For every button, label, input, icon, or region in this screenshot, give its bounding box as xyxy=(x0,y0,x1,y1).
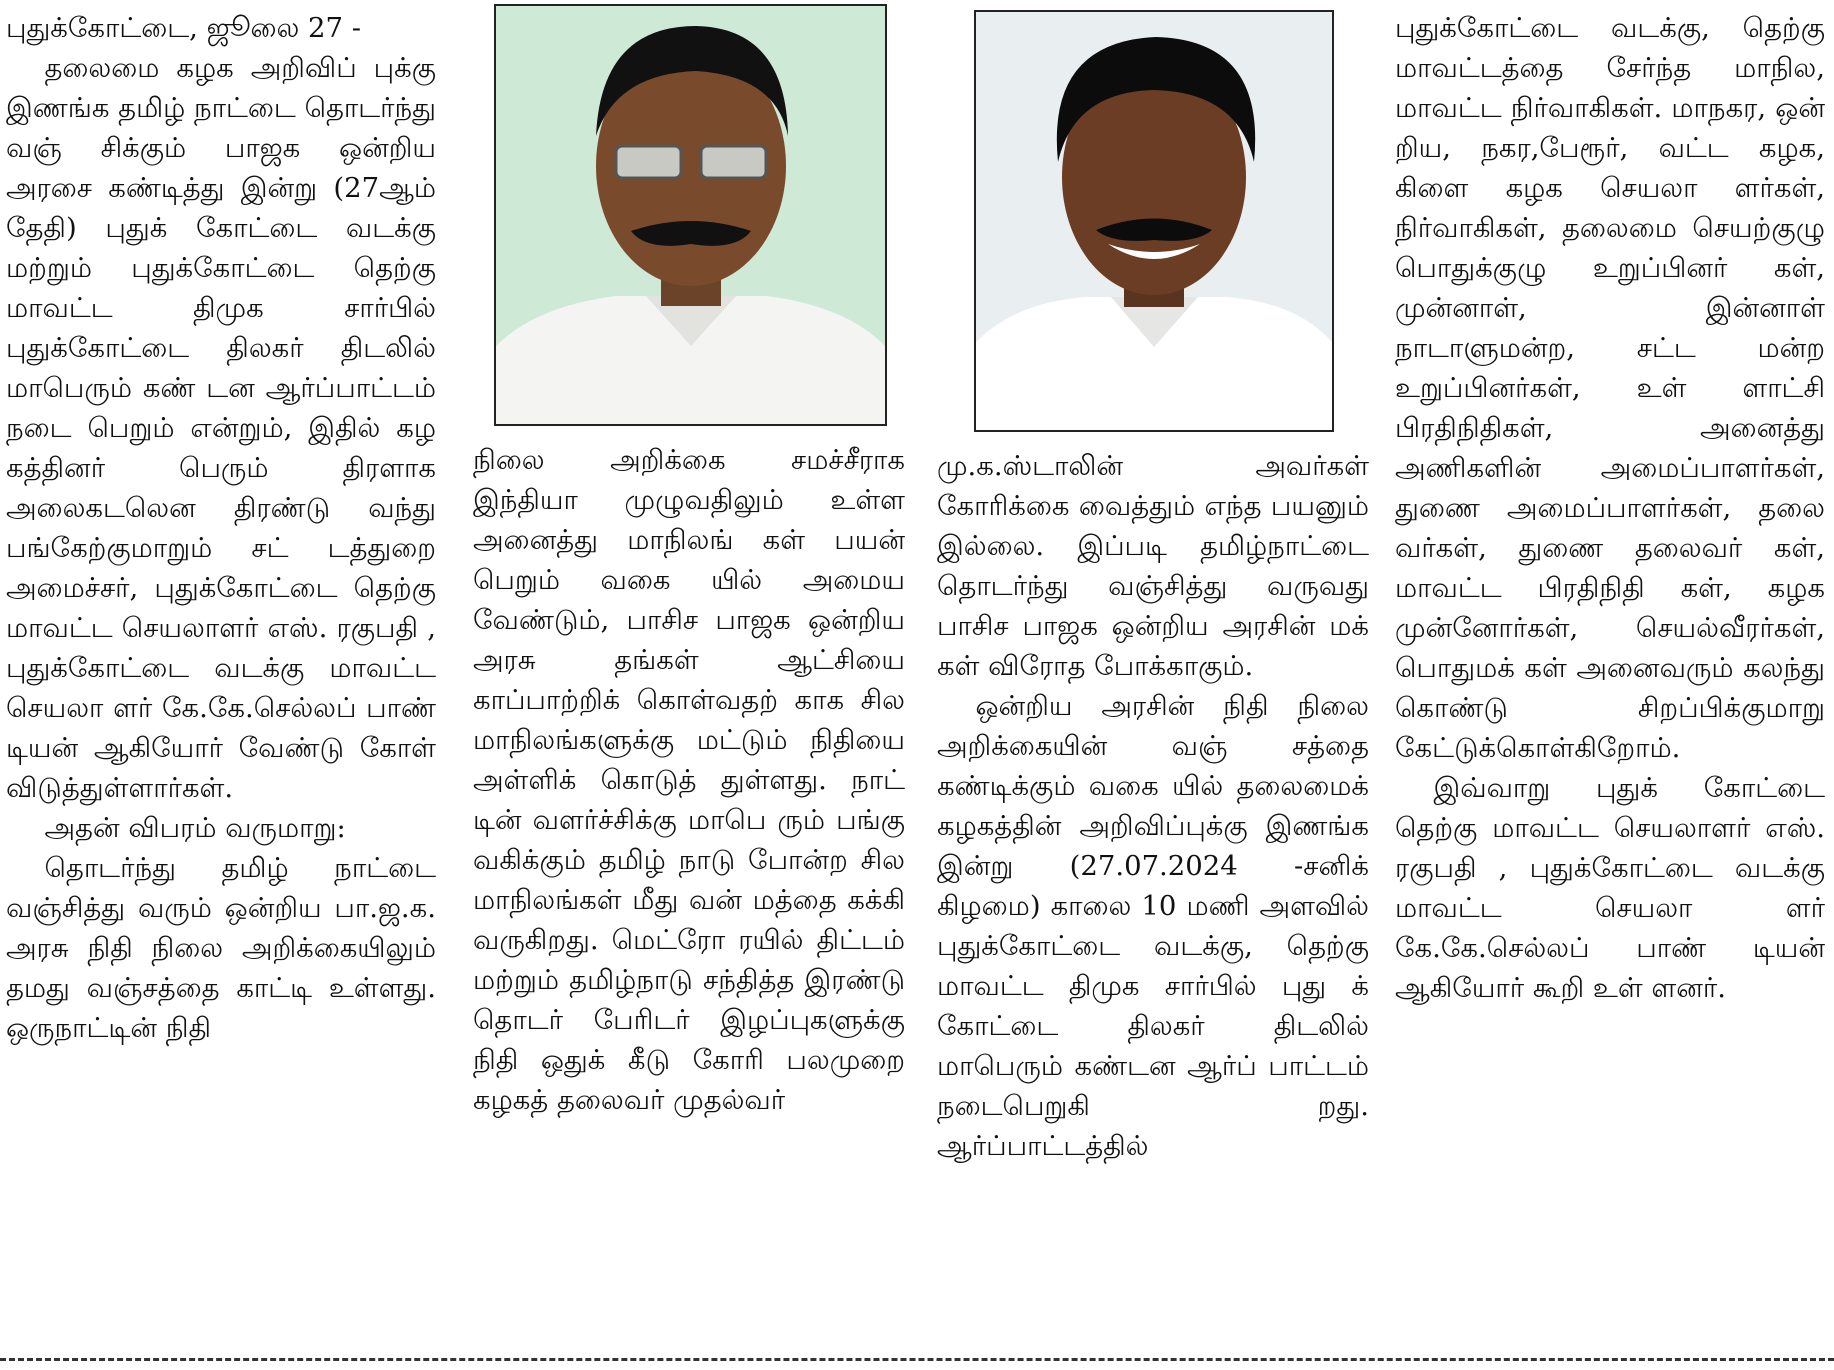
paragraph: மு.க.ஸ்டாலின் அவர்கள் கோரிக்கை வைத்தும் எந்த பயனும் இல்லை. இப்படி தமிழ்நாட்டை தொடர்ந்து வஞ்சித்து வருவது பாசிச பாஜக ஒன்றிய அரசின் மக் கள் விரோத போக்காகும். xyxy=(937,450,1369,682)
article-column-3 xyxy=(937,446,1369,1166)
portrait-photo-left xyxy=(494,4,887,426)
portrait-left-image xyxy=(496,6,885,424)
article-column-2 xyxy=(473,440,905,1120)
dashed-divider xyxy=(0,1358,1834,1361)
portrait-photo-right xyxy=(974,10,1334,432)
article-column-4 xyxy=(1395,8,1825,1008)
paragraph: ஒன்றிய அரசின் நிதி நிலை அறிக்கையின் வஞ் சத்தை கண்டிக்கும் வகை யில் தலைமைக் கழகத்தின் அறிவிப்புக்கு இணங்க இன்று (27.07.2024 -சனிக் கிழமை) காலை 10 மணி அளவில் புதுக்கோட்டை வடக்கு, தெற்கு மாவட்ட திமுக சார்பில் புது க் கோட்டை திலகர் திடலில் மாபெரும் கண்டன ஆர்ப் பாட்டம் நடைபெறுகி றது. ஆர்ப்பாட்டத்தில் xyxy=(937,690,1369,1162)
portrait-right-image xyxy=(976,12,1332,430)
paragraph: நிலை அறிக்கை சமச்சீராக இந்தியா முழுவதிலும் உள்ள அனைத்து மாநிலங் கள் பயன் பெறும் வகை யில் அமைய வேண்டும், பாசிச பாஜக ஒன்றிய அரசு தங்கள் ஆட்சியை காப்பாற்றிக் கொள்வதற் காக சில மாநிலங்களுக்கு மட்டும் நிதியை அள்ளிக் கொடுத் துள்ளது. நாட் டின் வளர்ச்சிக்கு மாபெ ரும் பங்கு வகிக்கும் தமிழ் நாடு போன்ற சில மாநிலங்கள் மீது வன் மத்தை கக்கி வருகிறது. மெட்ரோ ரயில் திட்டம் மற்றும் தமிழ்நாடு சந்தித்த இரண்டு தொடர் பேரிடர் இழப்புகளுக்கு நிதி ஒதுக் கீடு கோரி பலமுறை கழகத் தலைவர் முதல்வர் xyxy=(473,444,905,1116)
dateline: புதுக்கோட்டை, ஜூலை 27 - xyxy=(6,12,362,44)
paragraph: தொடர்ந்து தமிழ் நாட்டை வஞ்சித்து வரும் ஒன்றிய பா.ஜ.க. அரசு நிதி நிலை அறிக்கையிலும் தமது வஞ்சத்தை காட்டி உள்ளது. ஒருநாட்டின் நிதி xyxy=(6,852,436,1044)
paragraph: புதுக்கோட்டை வடக்கு, தெற்கு மாவட்டத்தை சேர்ந்த மாநில, மாவட்ட நிர்வாகிகள். மாநகர, ஒன் றிய, நகர,பேரூர், வட்ட கழக, கிளை கழக செயலா ளர்கள், நிர்வாகிகள், தலைமை செயற்குழு பொதுக்குழு உறுப்பினர் கள், முன்னாள், இன்னாள் நாடாளுமன்ற, சட்ட மன்ற உறுப்பினர்கள், உள் ளாட்சி பிரதிநிதிகள், அனைத்து அணிகளின் அமைப்பாளர்கள், துணை அமைப்பாளர்கள், தலை வர்கள், துணை தலைவர் கள், மாவட்ட பிரதிநிதி கள், கழக முன்னோர்கள், செயல்வீரர்கள், பொதுமக் கள் அனைவரும் கலந்து கொண்டு சிறப்பிக்குமாறு கேட்டுக்கொள்கிறோம். xyxy=(1395,12,1825,764)
paragraph: அதன் விபரம் வருமாறு: xyxy=(44,812,346,844)
paragraph: தலைமை கழக அறிவிப் புக்கு இணங்க தமிழ் நாட்டை தொடர்ந்து வஞ் சிக்கும் பாஜக ஒன்றிய அரசை கண்டித்து இன்று (27ஆம் தேதி) புதுக் கோட்டை வடக்கு மற்றும் புதுக்கோட்டை தெற்கு மாவட்ட திமுக சார்பில் புதுக்கோட்டை திலகர் திடலில் மாபெரும் கண் டன ஆர்ப்பாட்டம் நடை பெறும் என்றும், இதில் கழ கத்தினர் பெரும் திரளாக அலைகடலென திரண்டு வந்து பங்கேற்குமாறும் சட் டத்துறை அமைச்சர், புதுக்கோட்டை தெற்கு மாவட்ட செயலாளர் எஸ். ரகுபதி , புதுக்கோட்டை வடக்கு மாவட்ட செயலா ளர் கே.கே.செல்லப் பாண் டியன் ஆகியோர் வேண்டு கோள் விடுத்துள்ளார்கள். xyxy=(6,52,436,804)
article-column-1 xyxy=(6,8,436,1048)
paragraph: இவ்வாறு புதுக் கோட்டை தெற்கு மாவட்ட செயலாளர் எஸ். ரகுபதி , புதுக்கோட்டை வடக்கு மாவட்ட செயலா ளர் கே.கே.செல்லப் பாண் டியன் ஆகியோர் கூறி உள் ளனர். xyxy=(1395,772,1825,1004)
